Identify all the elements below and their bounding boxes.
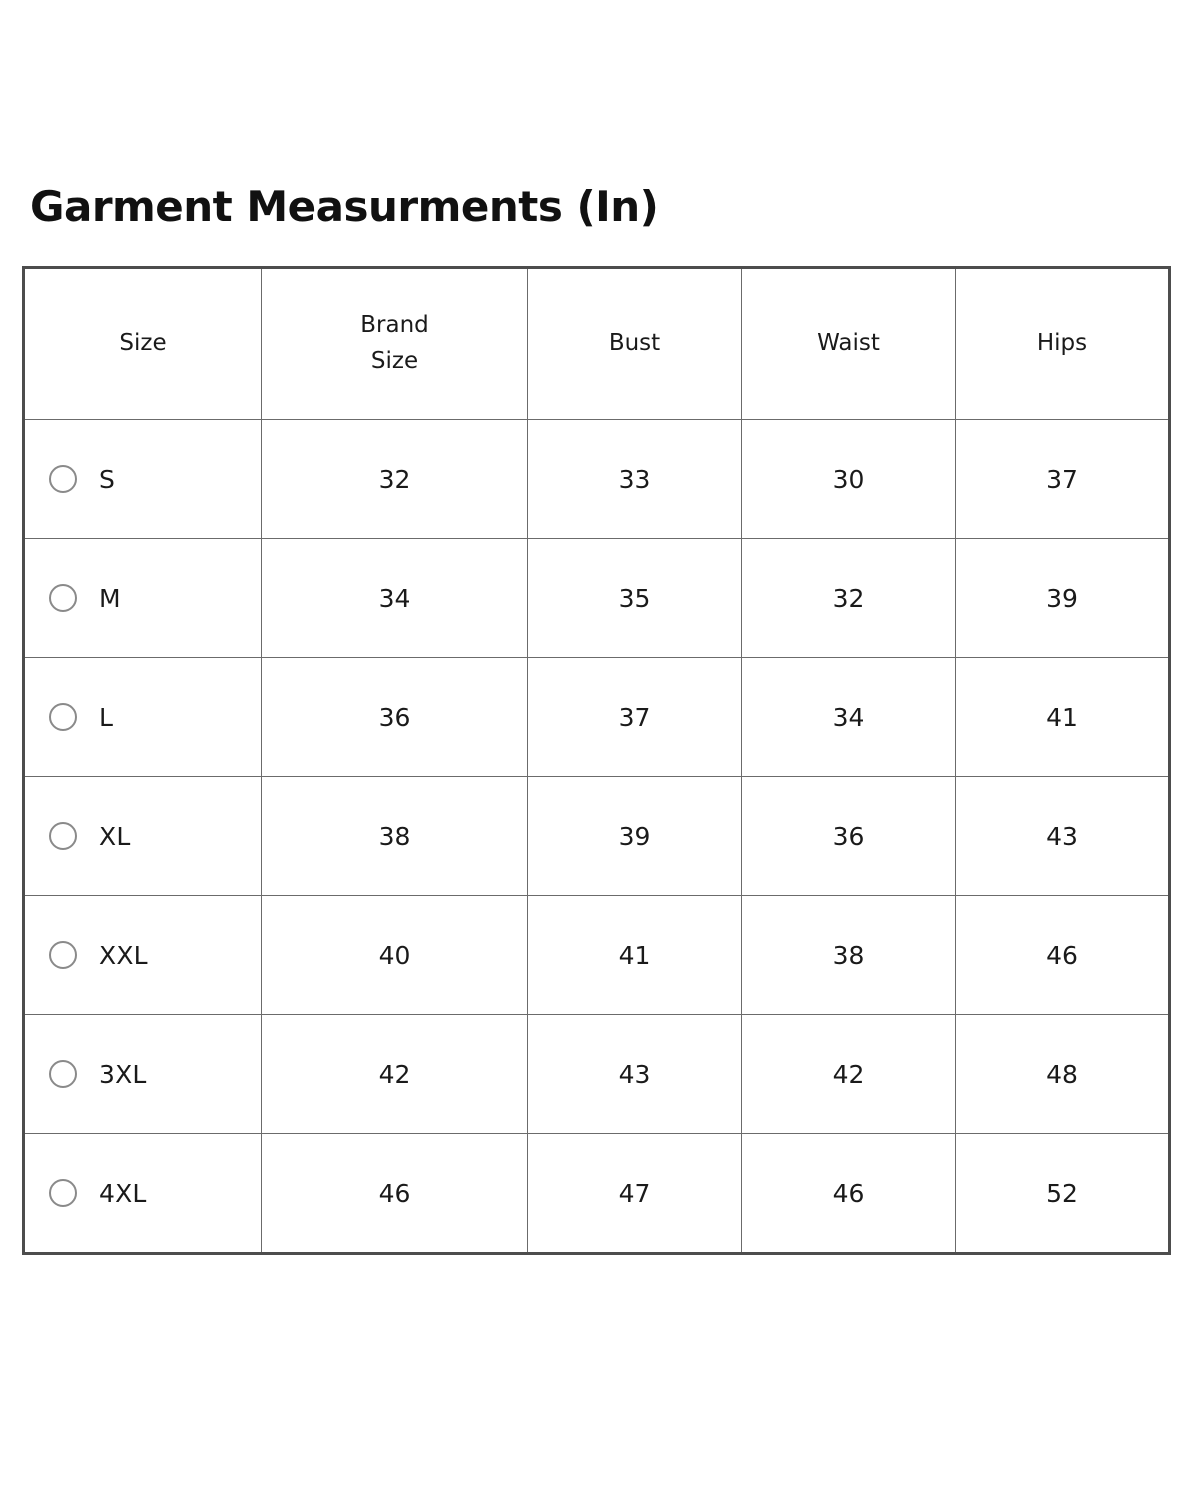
bust-cell: 37 bbox=[528, 658, 742, 777]
column-header-hips bbox=[956, 268, 1170, 420]
hips-cell: 41 bbox=[956, 658, 1170, 777]
size-cell[interactable] bbox=[24, 777, 262, 896]
waist-cell: 30 bbox=[742, 420, 956, 539]
table-row[interactable] bbox=[24, 1015, 1170, 1134]
table-row[interactable] bbox=[24, 539, 1170, 658]
column-header-hips-line-1: Hips bbox=[1036, 330, 1088, 357]
size-label: 4XL bbox=[99, 1178, 147, 1208]
table-header bbox=[24, 268, 1170, 420]
column-header-brand-size bbox=[262, 268, 528, 420]
table-body bbox=[24, 420, 1170, 1254]
brand-size-cell: 36 bbox=[262, 658, 528, 777]
waist-cell: 46 bbox=[742, 1134, 956, 1254]
size-label: XL bbox=[99, 821, 131, 851]
radio-button-icon[interactable] bbox=[49, 1060, 77, 1088]
garment-measurements-table bbox=[22, 266, 1171, 1255]
column-header-brand-size-line-1: Brand bbox=[360, 312, 429, 339]
waist-cell: 32 bbox=[742, 539, 956, 658]
brand-size-cell: 32 bbox=[262, 420, 528, 539]
table-header-row bbox=[24, 268, 1170, 420]
radio-button-icon[interactable] bbox=[49, 703, 77, 731]
column-header-size-line-1: Size bbox=[119, 330, 167, 357]
size-cell[interactable] bbox=[24, 896, 262, 1015]
bust-cell: 43 bbox=[528, 1015, 742, 1134]
column-header-bust bbox=[528, 268, 742, 420]
table-row[interactable] bbox=[24, 777, 1170, 896]
bust-cell: 41 bbox=[528, 896, 742, 1015]
waist-cell: 38 bbox=[742, 896, 956, 1015]
column-header-bust-line-1: Bust bbox=[608, 330, 661, 357]
size-label: S bbox=[99, 464, 116, 494]
size-label: 3XL bbox=[99, 1059, 147, 1089]
hips-cell: 52 bbox=[956, 1134, 1170, 1254]
radio-button-icon[interactable] bbox=[49, 584, 77, 612]
bust-cell: 39 bbox=[528, 777, 742, 896]
radio-button-icon[interactable] bbox=[49, 1179, 77, 1207]
radio-button-icon[interactable] bbox=[49, 465, 77, 493]
hips-cell: 43 bbox=[956, 777, 1170, 896]
size-cell[interactable] bbox=[24, 658, 262, 777]
waist-cell: 36 bbox=[742, 777, 956, 896]
table-row[interactable] bbox=[24, 420, 1170, 539]
column-header-size bbox=[24, 268, 262, 420]
column-header-waist bbox=[742, 268, 956, 420]
hips-cell: 37 bbox=[956, 420, 1170, 539]
bust-cell: 35 bbox=[528, 539, 742, 658]
size-label: M bbox=[99, 583, 121, 613]
column-header-waist-line-1: Waist bbox=[817, 330, 880, 357]
brand-size-cell: 40 bbox=[262, 896, 528, 1015]
size-label: L bbox=[99, 702, 114, 732]
brand-size-cell: 42 bbox=[262, 1015, 528, 1134]
waist-cell: 42 bbox=[742, 1015, 956, 1134]
radio-button-icon[interactable] bbox=[49, 822, 77, 850]
bust-cell: 47 bbox=[528, 1134, 742, 1254]
brand-size-cell: 34 bbox=[262, 539, 528, 658]
bust-cell: 33 bbox=[528, 420, 742, 539]
hips-cell: 48 bbox=[956, 1015, 1170, 1134]
size-cell[interactable] bbox=[24, 420, 262, 539]
brand-size-cell: 38 bbox=[262, 777, 528, 896]
brand-size-cell: 46 bbox=[262, 1134, 528, 1254]
column-header-brand-size-line-2: Size bbox=[370, 348, 419, 374]
page-title: Garment Measurments (In) bbox=[30, 182, 659, 231]
size-cell[interactable] bbox=[24, 1015, 262, 1134]
hips-cell: 39 bbox=[956, 539, 1170, 658]
radio-button-icon[interactable] bbox=[49, 941, 77, 969]
size-cell[interactable] bbox=[24, 1134, 262, 1254]
hips-cell: 46 bbox=[956, 896, 1170, 1015]
waist-cell: 34 bbox=[742, 658, 956, 777]
size-cell[interactable] bbox=[24, 539, 262, 658]
size-table-container bbox=[22, 266, 1168, 1255]
table-row[interactable] bbox=[24, 658, 1170, 777]
size-label: XXL bbox=[99, 940, 148, 970]
table-row[interactable] bbox=[24, 896, 1170, 1015]
table-row[interactable] bbox=[24, 1134, 1170, 1254]
